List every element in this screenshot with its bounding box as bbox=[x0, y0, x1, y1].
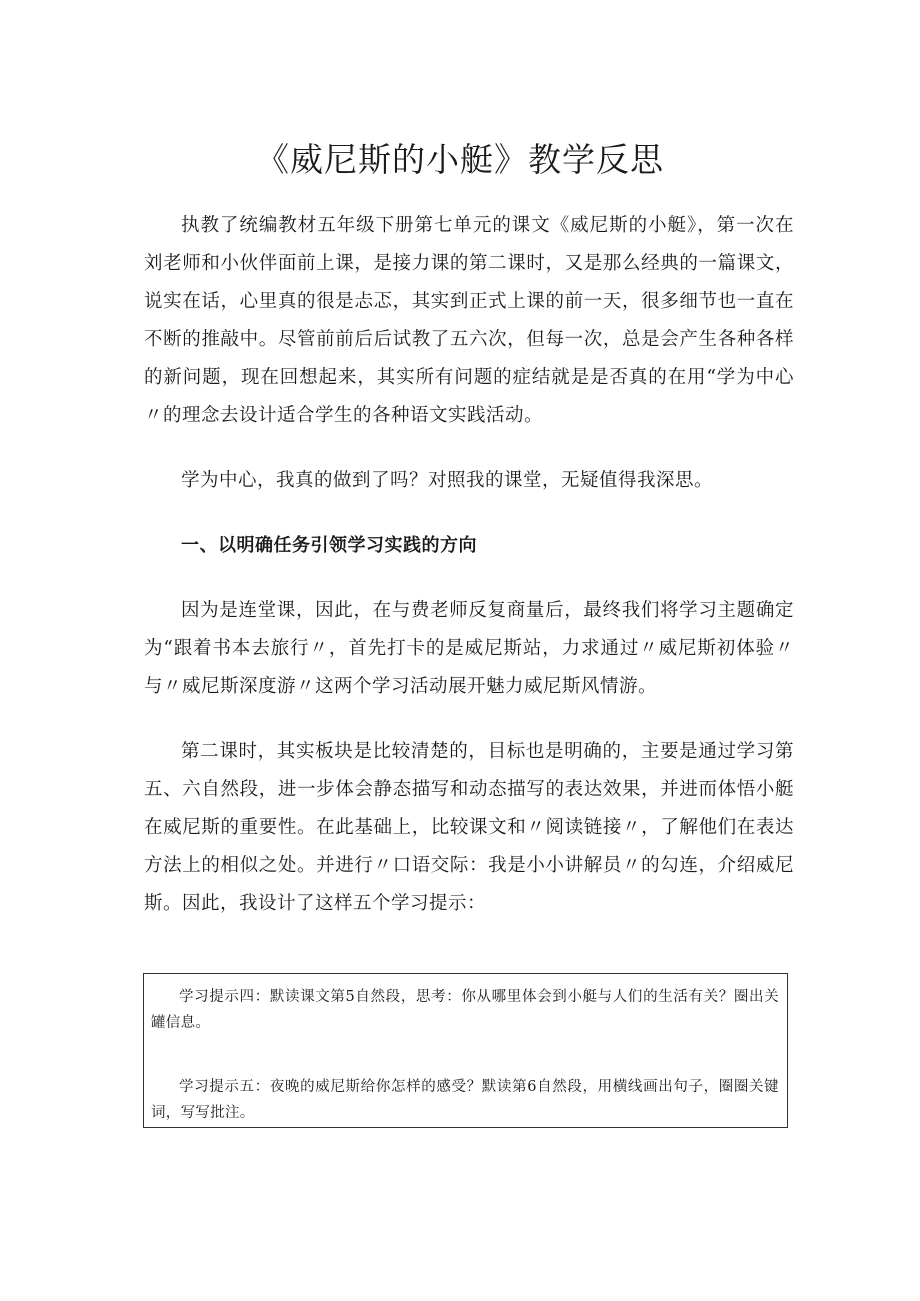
paragraph-intro: 执教了统编教材五年级下册第七单元的课文《威尼斯的小艇》，第一次在刘老师和小伙伴面前上课，是接力课的第二课时，又是那么经典的一篇课文，说实在话，心里真的很是忐忑，其实到正式上课的前一天，很多细节也一直在不断的推敲中。尽管前前后后试教了五六次，但每一次，总是会产生各种各样的新问题，现在回想起来，其实所有问题的症结就是是否真的在用“学为中心〃的理念去设计适合学生的各种语文实践活动。 bbox=[144, 215, 794, 426]
section-heading-1: 一、以明确任务引领学习实践的方向 bbox=[181, 535, 477, 556]
paragraph-reflection: 学为中心，我真的做到了吗？对照我的课堂，无疑值得我深思。 bbox=[181, 470, 714, 491]
learning-tip-4: 学习提示四：默读课文第5自然段，思考：你从哪里体会到小艇与人们的生活有关？圈出关罐信息。 bbox=[151, 989, 779, 1031]
paragraph-lesson-design: 第二课时，其实板块是比较清楚的，目标也是明确的，主要是通过学习第五、六自然段，进一步体会静态描写和动态描写的表达效果，并进而体悟小艇在威尼斯的重要性。在此基础上，比较课文和〃阅读链接〃，了解他们在表达方法上的相似之处。并进行〃口语交际：我是小小讲解员〃的勾连，介绍威尼斯。因此，我设计了这样五个学习提示： bbox=[144, 741, 794, 914]
paragraph-theme: 因为是连堂课，因此，在与费老师反复商量后，最终我们将学习主题确定为“跟着书本去旅行〃，首先打卡的是威尼斯站，力求通过〃威尼斯初体验〃与〃威尼斯深度游〃这两个学习活动展开魅力威尼斯风情游。 bbox=[144, 600, 794, 697]
learning-tip-5: 学习提示五：夜晚的威尼斯给你怎样的感受？默读第6自然段，用横线画出句子，圈圈关键词，写写批注。 bbox=[151, 1079, 779, 1121]
document-title: 《威尼斯的小艇》教学反思 bbox=[256, 140, 664, 179]
document-body bbox=[144, 207, 794, 923]
learning-tips-box bbox=[143, 973, 788, 1128]
